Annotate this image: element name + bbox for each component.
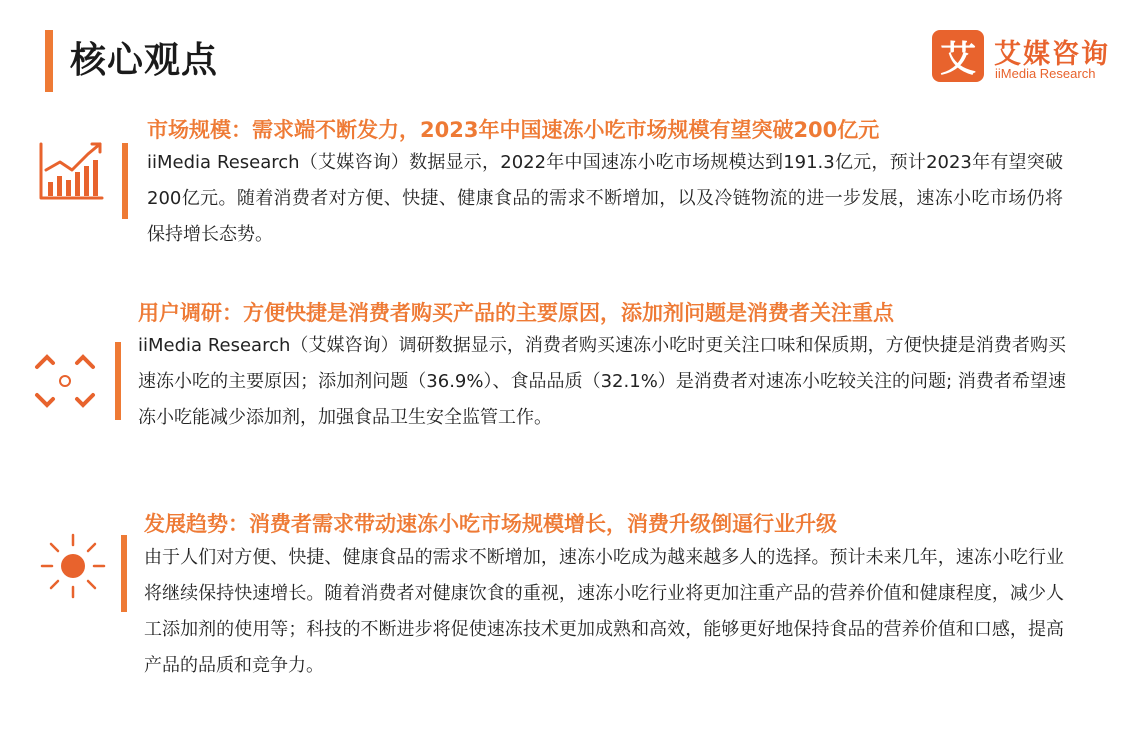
growth-chart-icon bbox=[38, 140, 106, 206]
iimedia-logo bbox=[932, 30, 1122, 90]
title-accent-bar bbox=[45, 30, 53, 92]
section-3-body: 由于人们对方便、快捷、健康食品的需求不断增加，速冻小吃成为越来越多人的选择。预计未来几年，速冻小吃行业将继续保持快速增长。随着消费者对健康饮食的重视，速冻小吃行业将更加注重产品的营养价值和健康程度，减少人工添加剂的使用等；科技的不断进步将促使速冻技术更加成熟和高效，能够更好地保持食品的营养价值和口感，提高产品的品质和竞争力。 bbox=[144, 547, 1064, 676]
section-2-heading: 用户调研：方便快捷是消费者购买产品的主要原因，添加剂问题是消费者关注重点 bbox=[138, 301, 894, 325]
logo-glyph: 艾 bbox=[939, 39, 977, 80]
section-1-heading: 市场规模：需求端不断发力，2023年中国速冻小吃市场规模有望突破200亿元 bbox=[147, 118, 880, 142]
section-3-heading: 发展趋势：消费者需求带动速冻小吃市场规模增长，消费升级倒逼行业升级 bbox=[144, 512, 837, 536]
section-1-accent-bar bbox=[122, 143, 128, 219]
logo-name-en: iiMedia Research bbox=[995, 66, 1096, 81]
section-2-accent-bar bbox=[115, 342, 121, 420]
page-title: 核心观点 bbox=[70, 40, 219, 81]
section-1-body: iiMedia Research（艾媒咨询）数据显示，2022年中国速冻小吃市场规模达到191.3亿元，预计2023年有望突破200亿元。随着消费者对方便、快捷、健康食品的需求不断增加，以及冷链物流的进一步发展，速冻小吃市场仍将保持增长态势。 bbox=[147, 152, 1063, 245]
section-3-accent-bar bbox=[121, 535, 127, 612]
focus-target-icon bbox=[33, 349, 97, 417]
sun-icon bbox=[40, 533, 106, 603]
logo-mark-icon bbox=[932, 30, 984, 82]
section-2-body: iiMedia Research（艾媒咨询）调研数据显示，消费者购买速冻小吃时更关注口味和保质期，方便快捷是消费者购买速冻小吃的主要原因；添加剂问题（36.9%）、食品品质（32.1%）是消费者对速冻小吃较关注的问题; 消费者希望速冻小吃能减少添加剂，加强食品卫生安全监管工作。 bbox=[138, 335, 1066, 428]
logo-name-cn: 艾媒咨询 bbox=[994, 39, 1110, 70]
